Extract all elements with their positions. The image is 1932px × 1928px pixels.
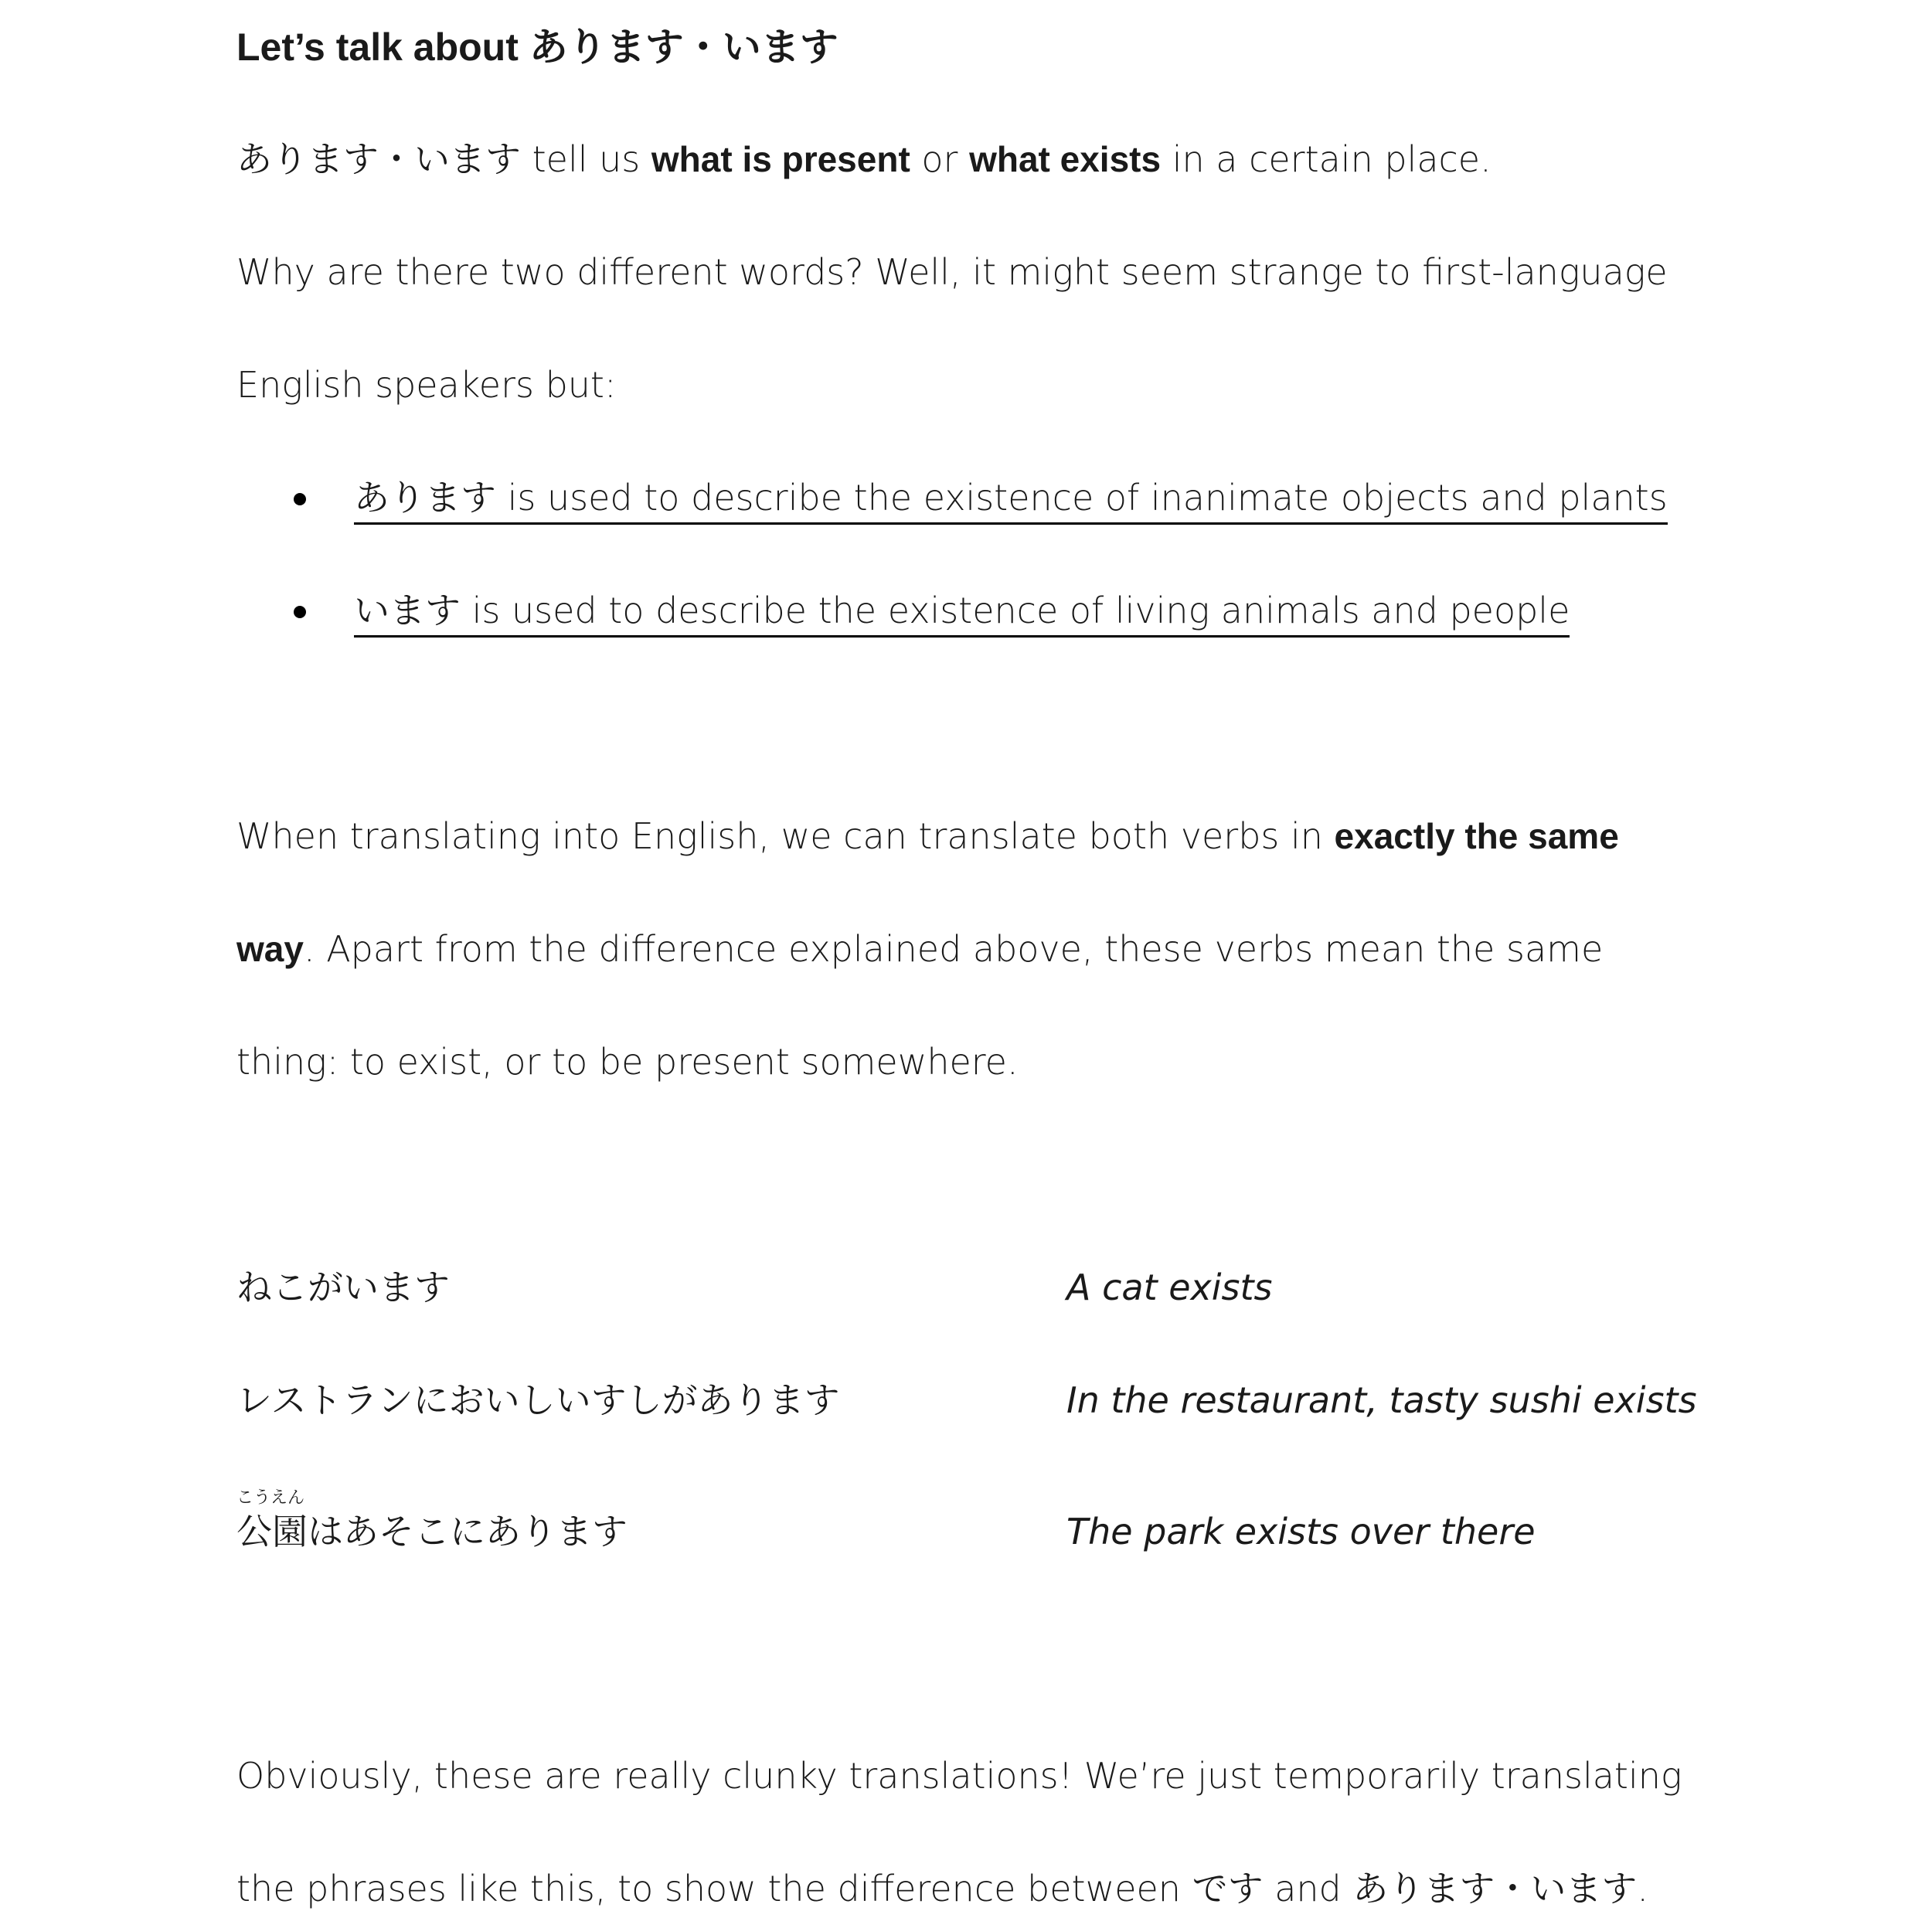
intro-text-1: あります・います tell us bbox=[236, 138, 651, 180]
example-jp-park: 公園はあそこにあります bbox=[236, 1511, 628, 1552]
intro-text-3: in a certain place. bbox=[1161, 138, 1492, 180]
bullet-text-arimasu: あります is used to describe the existence of inanimate objects and plants bbox=[354, 474, 1668, 525]
translating-text-2: . Apart from the difference explained above, these verbs mean the same bbox=[303, 928, 1604, 970]
example-jp-cat: ねこがいます bbox=[236, 1267, 450, 1308]
obviously-line-1: Obviously, these are really clunky translations! We’re just temporarily translating bbox=[236, 1755, 1682, 1797]
intro-text-2: or bbox=[910, 138, 970, 180]
why-line-2: English speakers but: bbox=[236, 364, 617, 406]
bullet-icon bbox=[294, 493, 306, 505]
bullet-text-imasu: います is used to describe the existence of living animals and people bbox=[354, 587, 1570, 638]
translating-line-1 bbox=[236, 813, 1619, 859]
furigana-kouen: こうえん bbox=[236, 1488, 305, 1508]
translating-line-2 bbox=[236, 926, 1603, 972]
intro-bold-present: what is present bbox=[651, 139, 910, 179]
translating-text-1: When translating into English, we can translate both verbs in bbox=[236, 815, 1335, 857]
example-en-sushi: In the restaurant, tasty sushi exists bbox=[1066, 1379, 1697, 1421]
bullet-icon bbox=[294, 606, 306, 618]
example-jp-sushi: レストランにおいしいすしがあります bbox=[236, 1379, 840, 1421]
page-title: Let’s talk about あります・います bbox=[236, 26, 838, 69]
obviously-line-2: the phrases like this, to show the difference between です and あります・います. bbox=[236, 1868, 1648, 1909]
translating-bold-1: exactly the same bbox=[1334, 816, 1619, 856]
intro-paragraph bbox=[236, 136, 1492, 182]
translating-bold-2: way bbox=[236, 929, 304, 969]
why-line-1: Why are there two different words? Well, it might seem strange to first-language bbox=[236, 251, 1668, 293]
example-en-cat: A cat exists bbox=[1066, 1267, 1273, 1308]
translating-line-3: thing: to exist, or to be present somewhere. bbox=[236, 1041, 1019, 1083]
intro-bold-exists: what exists bbox=[969, 139, 1162, 179]
example-en-park: The park exists over there bbox=[1066, 1511, 1536, 1552]
